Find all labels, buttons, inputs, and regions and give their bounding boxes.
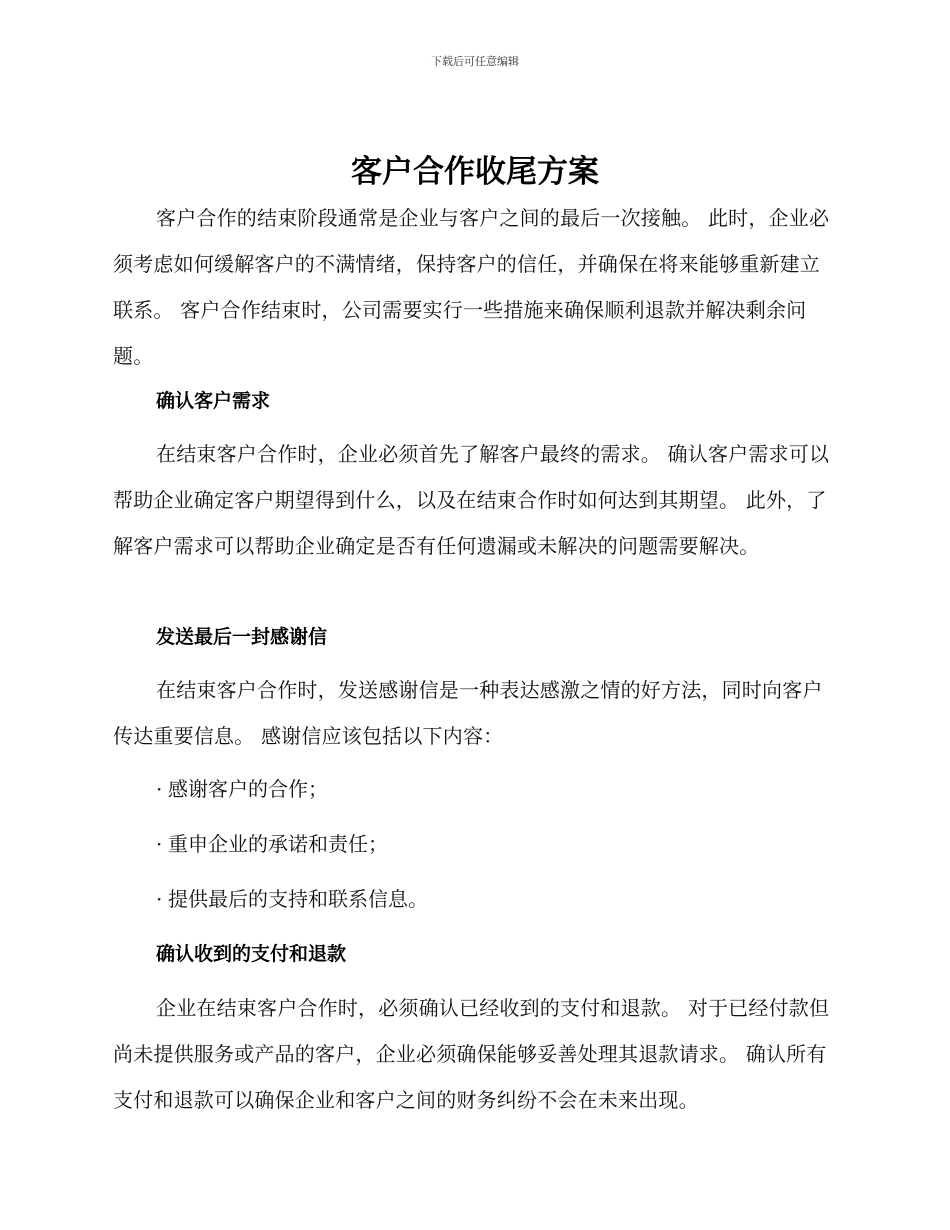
- bullet-item: [156, 829, 388, 859]
- section-paragraph-thank-you-letter: 在结束客户合作时，发送感谢信是一种表达感激之情的好方法，同时向客户传达重要信息。 感谢信应该包括以下内容：: [113, 678, 823, 748]
- bullet-dot: ·: [156, 832, 163, 856]
- bullet-dot: ·: [156, 887, 163, 911]
- section-heading-confirm-needs: 确认客户需求: [156, 390, 271, 412]
- section-heading-payments-refunds: 确认收到的支付和退款: [156, 943, 347, 965]
- page-header-note: 下载后可任意编辑: [431, 55, 519, 68]
- bullet-text: 重申企业的承诺和责任；: [168, 832, 388, 856]
- bullet-text: 提供最后的支持和联系信息。: [168, 887, 428, 911]
- intro-paragraph: 客户合作的结束阶段通常是企业与客户之间的最后一次接触。 此时，企业必须考虑如何缓解客户的不满情绪，保持客户的信任，并确保在将来能够重新建立联系。 客户合作结束时，公司需要实行一些措施来确保顺利退款并解决剩余问题。: [113, 206, 830, 368]
- bullet-item: [156, 774, 328, 804]
- section-paragraph-payments-refunds: 企业在结束客户合作时，必须确认已经收到的支付和退款。 对于已经付款但尚未提供服务或产品的客户，企业必须确保能够妥善处理其退款请求。 确认所有支付和退款可以确保企业和客户之间的财务纠纷不会在未来出现。: [113, 996, 830, 1112]
- bullet-item: [156, 884, 428, 914]
- section-paragraph-confirm-needs: 在结束客户合作时，企业必须首先了解客户最终的需求。 确认客户需求可以帮助企业确定客户期望得到什么，以及在结束合作时如何达到其期望。 此外，了解客户需求可以帮助企业确定是否有任何遗漏或未解决的问题需要解决。: [113, 442, 830, 558]
- section-heading-thank-you-letter: 发送最后一封感谢信: [156, 626, 328, 648]
- bullet-dot: ·: [156, 777, 163, 801]
- bullet-text: 感谢客户的合作；: [168, 777, 328, 801]
- document-title: 客户合作收尾方案: [351, 154, 599, 190]
